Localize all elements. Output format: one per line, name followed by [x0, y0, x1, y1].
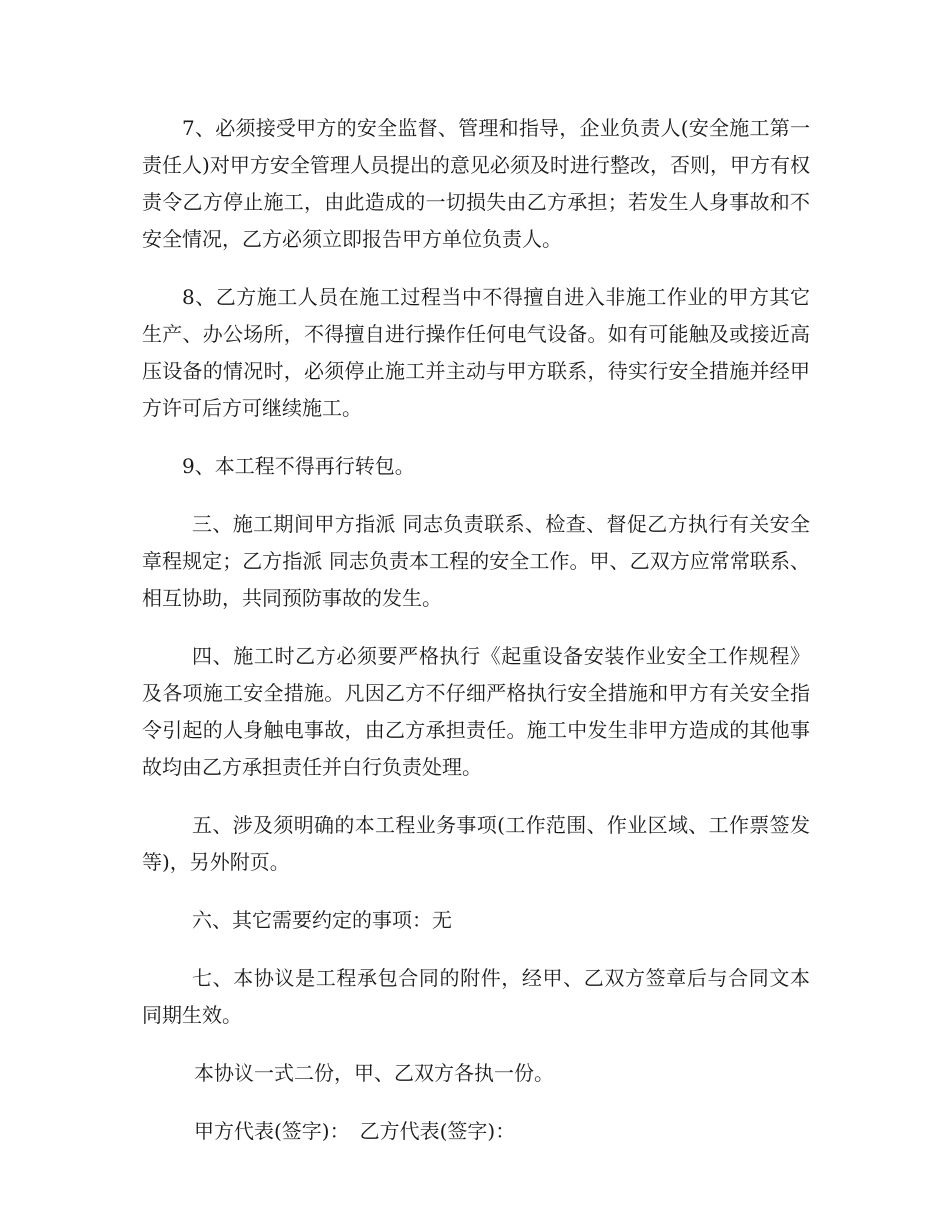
clause-8: 8、乙方施工人员在施工过程当中不得擅自进入非施工作业的甲方其它生产、办公场所，不得擅自进行操作任何电气设备。如有可能触及或接近高压设备的情况时，必须停止施工并主动与甲方联系，待实行安全措施并经甲方许可后方可继续施工。	[142, 285, 810, 420]
section-7: 七、本协议是工程承包合同的附件，经甲、乙双方签章后与合同文本同期生效。	[142, 966, 810, 1027]
section-5: 五、涉及须明确的本工程业务事项(工作范围、作业区域、工作票签发等)，另外附页。	[142, 813, 810, 874]
clause-9: 9、本工程不得再行转包。	[182, 454, 415, 478]
section-3: 三、施工期间甲方指派 同志负责联系、检查、督促乙方执行有关安全章程规定；乙方指派 同志负责本工程的安全工作。甲、乙双方应常常联系、相互协助，共同预防事故的发生。	[142, 512, 810, 610]
section-4: 四、施工时乙方必须要严格执行《起重设备安装作业安全工作规程》及各项施工安全措施。凡因乙方不仔细严格执行安全措施和甲方有关安全指令引起的人身触电事故，由乙方承担责任。施工中发生非甲方造成的其他事故均由乙方承担责任并白行负责处理。	[142, 644, 810, 779]
copies-statement: 本协议一式二份，甲、乙双方各执一份。	[194, 1061, 554, 1085]
document-body	[142, 110, 810, 1171]
clause-7: 7、必须接受甲方的安全监督、管理和指导，企业负责人(安全施工第一责任人)对甲方安全管理人员提出的意见必须及时进行整改，否则，甲方有权责令乙方停止施工，由此造成的一切损失由乙方承担；若发生人身事故和不安全情况，乙方必须立即报告甲方单位负责人。	[142, 116, 810, 251]
signature-line: 甲方代表(签字)： 乙方代表(签字)：	[194, 1119, 516, 1143]
section-6: 六、其它需要约定的事项：无	[192, 908, 452, 932]
